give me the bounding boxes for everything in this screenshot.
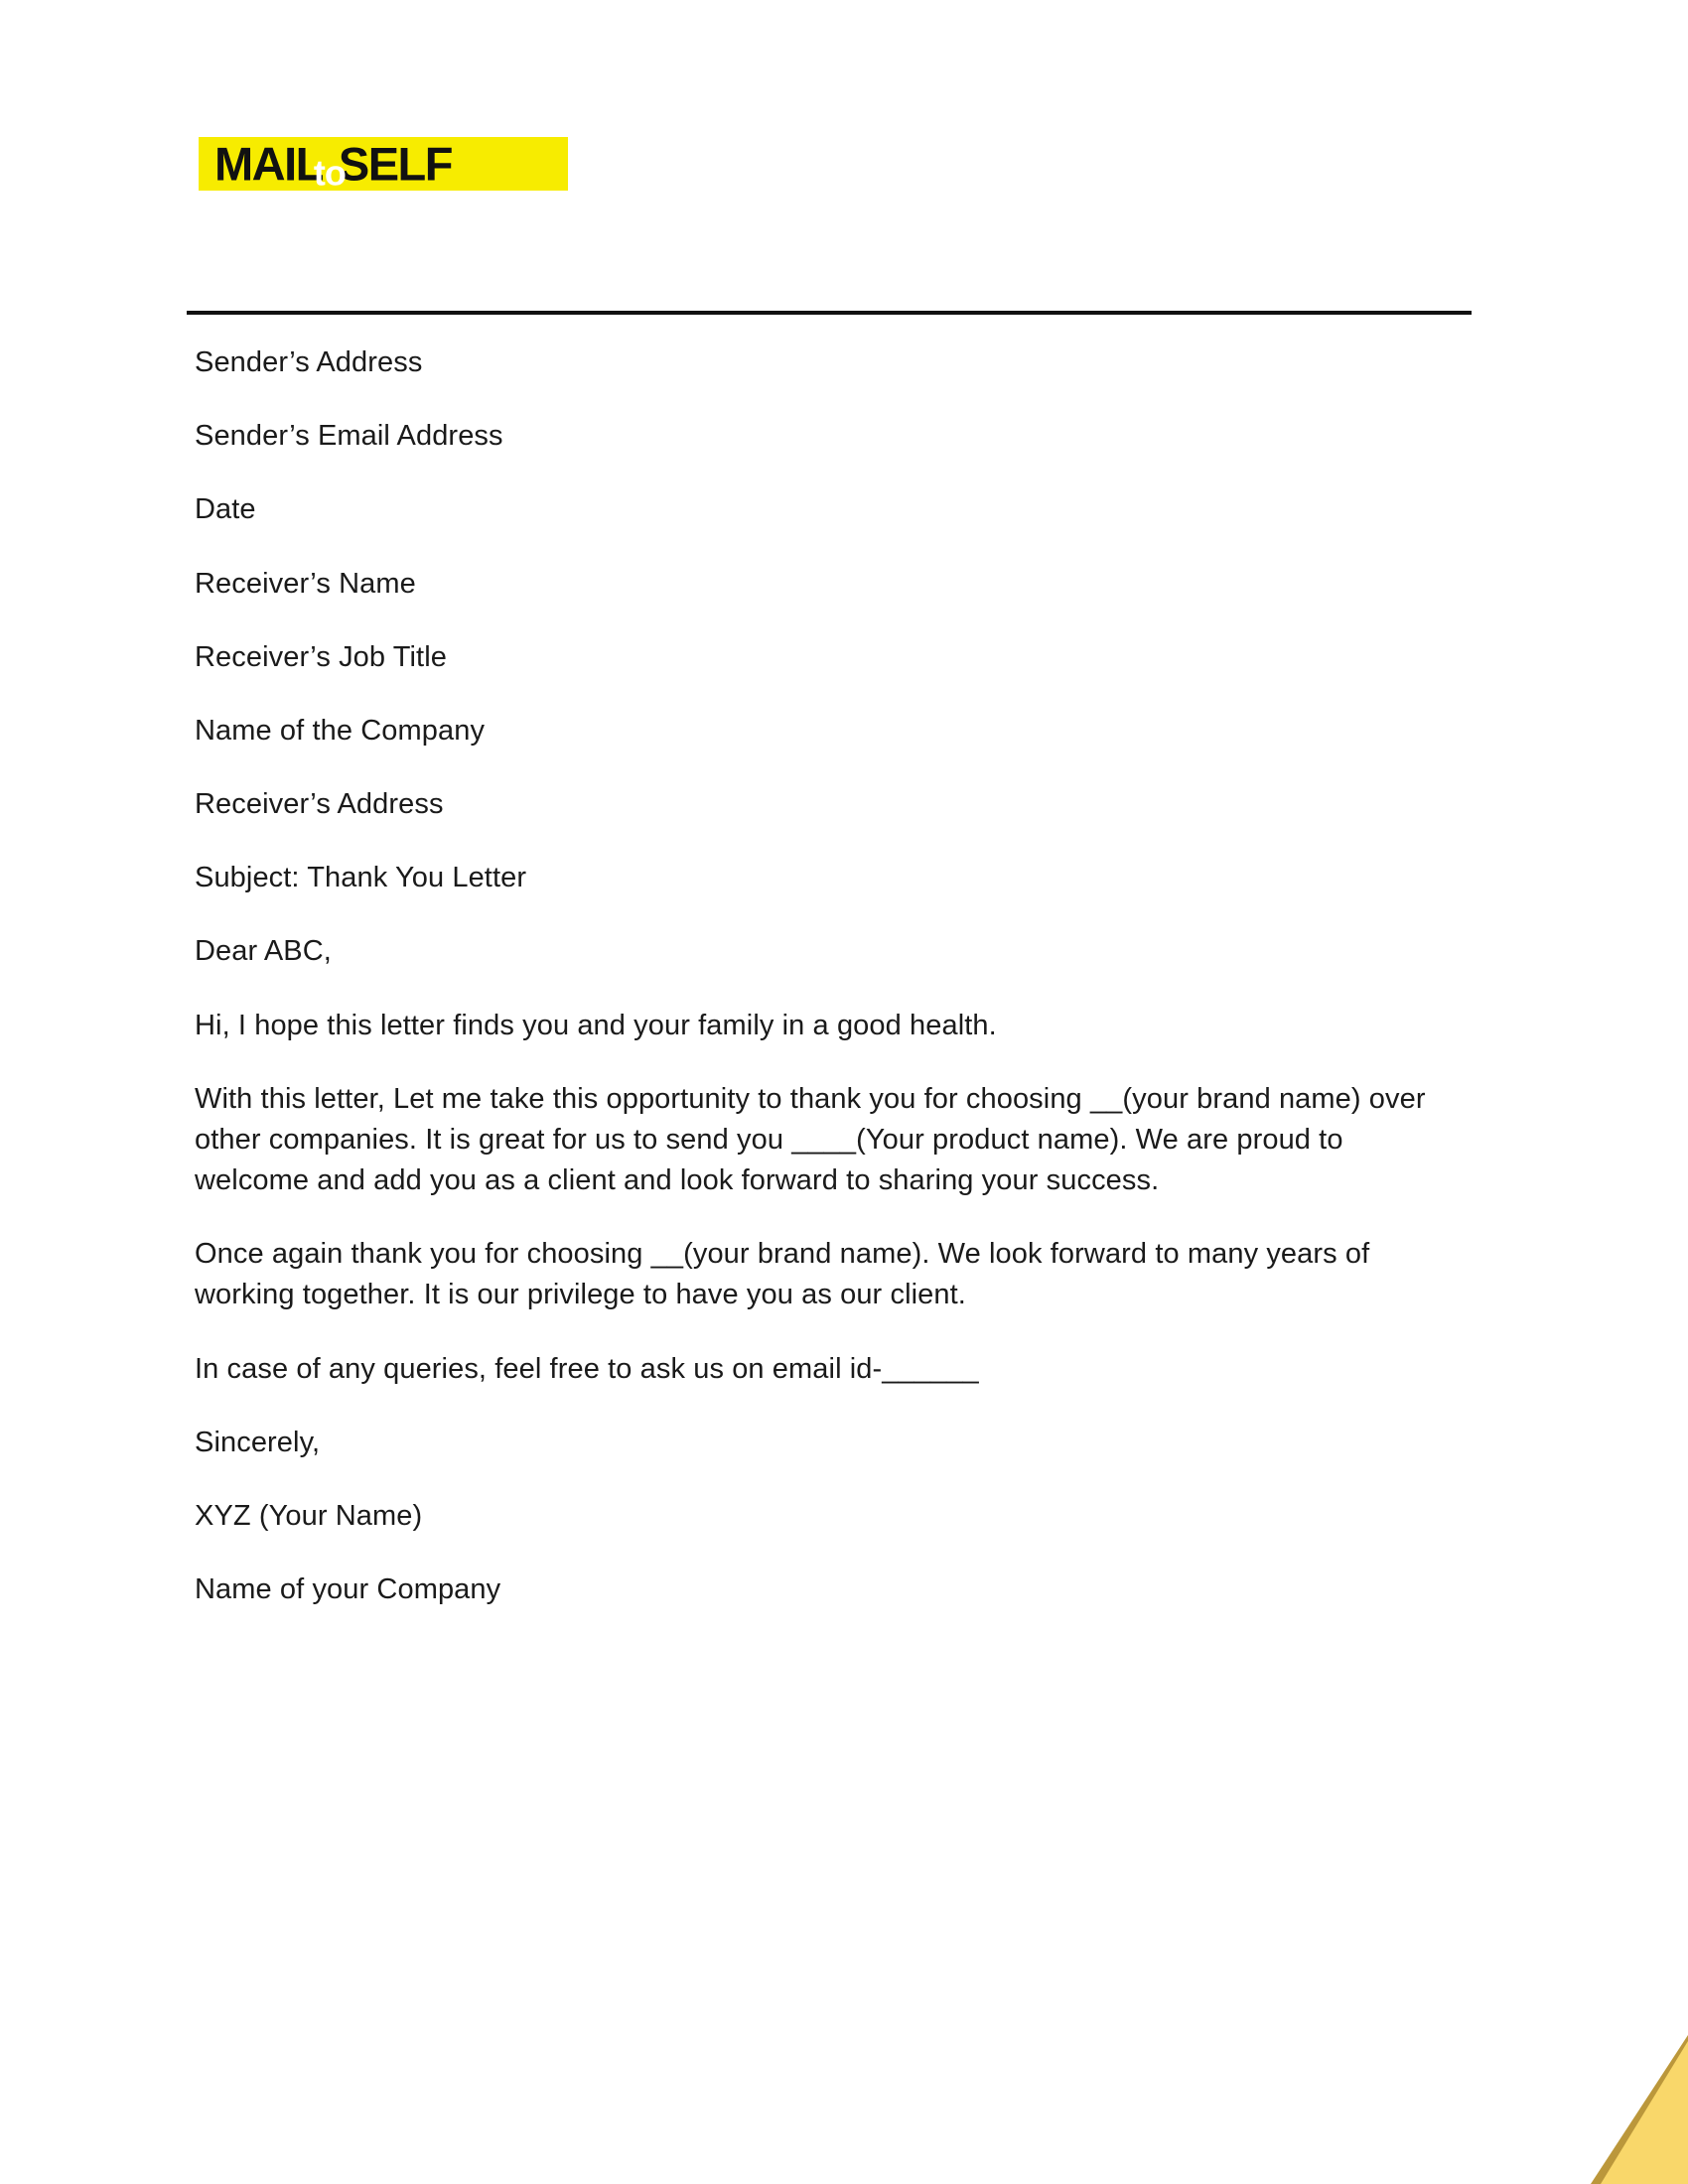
salutation-line: Dear ABC,: [195, 935, 332, 968]
receiver-name-line: Receiver’s Name: [195, 567, 416, 600]
closing-line: Sincerely,: [195, 1426, 321, 1458]
subject-line: Subject: Thank You Letter: [195, 862, 527, 894]
sender-email-address-line: Sender’s Email Address: [195, 420, 503, 453]
mailtoself-logo: [199, 137, 568, 191]
corner-wedge-shape: [1591, 2035, 1688, 2184]
corner-wedge-highlight: [1601, 2041, 1688, 2184]
company-name-line: Name of the Company: [195, 714, 486, 747]
logo-word-to: to: [313, 152, 346, 191]
logo-wordmark: [214, 137, 452, 191]
logo-word-mail: MAIL: [214, 137, 323, 191]
sender-address-line: Sender’s Address: [195, 346, 423, 378]
body-paragraph-1: Hi, I hope this letter finds you and your family in a good health.: [195, 1009, 997, 1041]
body-paragraph-2: With this letter, Let me take this opportunity to thank you for choosing __(your brand name) over other companies. It is great for us to send you ____(Your product name). We are proud to welcome and add you as a client and look forward to sharing your success.: [195, 1082, 1426, 1197]
signature-company-line: Name of your Company: [195, 1573, 501, 1606]
date-line: Date: [195, 493, 256, 526]
body-paragraph-4: In case of any queries, feel free to ask us on email id-______: [195, 1352, 979, 1385]
corner-wedge-edge: [1591, 2035, 1688, 2184]
corner-wedge-decoration: [1539, 2035, 1688, 2184]
receiver-job-title-line: Receiver’s Job Title: [195, 640, 447, 673]
body-paragraph-3: Once again thank you for choosing __(your brand name). We look forward to many years of working together. It is our privilege to have you as our client.: [195, 1238, 1370, 1311]
header-divider: [187, 311, 1472, 315]
receiver-address-line: Receiver’s Address: [195, 788, 444, 821]
signature-name-line: XYZ (Your Name): [195, 1499, 423, 1532]
logo-word-self: SELF: [338, 137, 452, 191]
letter-body: [195, 342, 1434, 1643]
